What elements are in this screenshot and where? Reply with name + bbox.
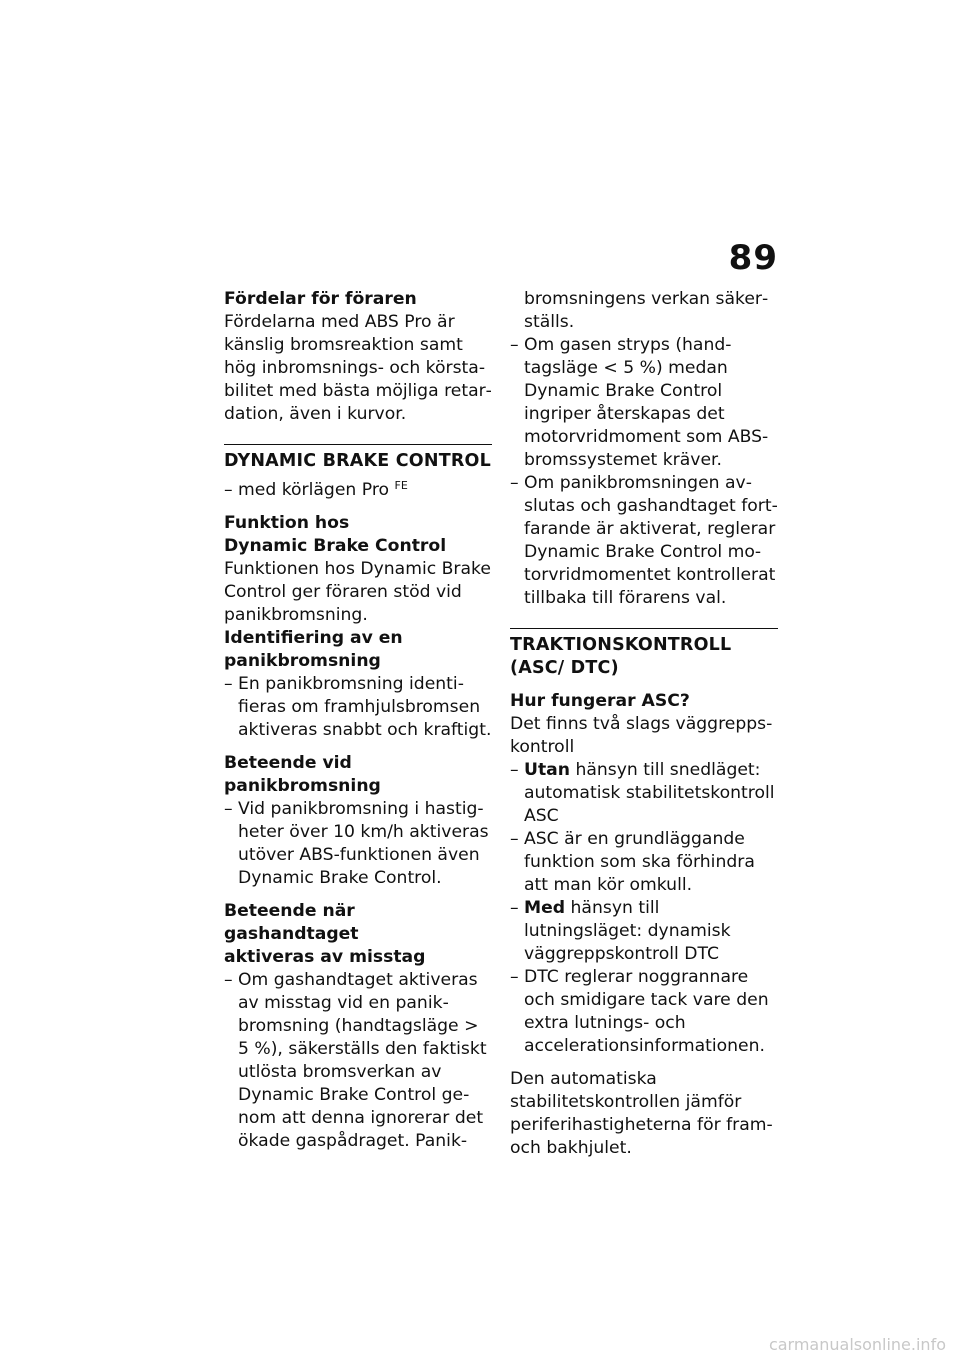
function-heading-1: Funktion hos (224, 513, 350, 533)
how-text: Det finns två slags väggreppskontroll (510, 714, 773, 757)
throttle-bullet: – Om gashandtaget aktiveras av misstag vid en panikbromsning (handtagsläge > 5 %), säkerställs den faktiskt utlösta bromsverkan av Dynamic Brake Control genom att denna ignorerar det ökade gaspådraget. Panik- (224, 969, 492, 1153)
throttle-heading-1: Beteende när gashandtaget (224, 901, 359, 944)
final-text: Den automatiska stabilitetskontrollen jämför periferihastigheterna för fram- och bakhjulet. (510, 1069, 773, 1158)
dbc-mode (224, 479, 492, 502)
bullet-without-text: hänsyn till snedläget: automatisk stabilitetskontroll ASC (524, 760, 775, 826)
dbc-mode-sup: FE (394, 479, 408, 492)
benefits-heading: Fördelar för föraren (224, 289, 417, 309)
bullet-without-bold: Utan (524, 760, 571, 780)
bullet-dtc: – DTC reglerar noggrannare och smidigare tack vare den extra lutnings- och accelerationsinformationen. (510, 966, 778, 1058)
bullet-with (510, 897, 778, 966)
traction-heading: TRAKTIONSKONTROLL (ASC/ DTC) (510, 635, 732, 678)
function-text: Funktionen hos Dynamic Brake Control ger föraren stöd vid panikbromsning. (224, 559, 491, 625)
throttle-heading-2: aktiveras av misstag (224, 947, 426, 967)
left-column (224, 288, 492, 1153)
footer-watermark: carmanualsonline.info (768, 1335, 946, 1354)
ident-heading-1: Identifiering av en (224, 628, 403, 648)
bullet-panic-end: – Om panikbromsningen avslutas och gashandtaget fortfarande är aktiverat, reglerar Dynamic Brake Control motorvridmomentet kontrollerat tillbaka till förarens val. (510, 472, 778, 610)
dbc-heading: DYNAMIC BRAKE CONTROL (224, 451, 491, 471)
how-heading: Hur fungerar ASC? (510, 691, 690, 711)
bullet-asc: – ASC är en grundläggande funktion som ska förhindra att man kör omkull. (510, 828, 778, 897)
dbc-mode-text: med körlägen Pro (238, 480, 390, 500)
function-heading-2: Dynamic Brake Control (224, 536, 447, 556)
behavior-bullet: – Vid panikbromsning i hastigheter över 10 km/h aktiveras utöver ABS-funktionen även Dynamic Brake Control. (224, 798, 492, 890)
benefits-text: Fördelarna med ABS Pro är känslig bromsreaktion samt hög inbromsnings- och körstabilitet med bästa möjliga retardation, även i kurvor. (224, 312, 492, 424)
bullet-throttle-closed: – Om gasen stryps (handtagsläge < 5 %) medan Dynamic Brake Control ingriper återskapas det motorvridmoment som ABS-bromssystemet kräver. (510, 334, 778, 472)
bullet-without (510, 759, 778, 828)
ident-bullet: – En panikbromsning identifieras om framhjulsbromsen aktiveras snabbt och kraftigt. (224, 673, 492, 742)
bullet-with-text: hänsyn till lutningsläget: dynamisk väggreppskontroll DTC (524, 898, 731, 964)
continuation-text: bromsningens verkan säkerställs. (524, 289, 769, 332)
right-column (510, 288, 778, 1160)
ident-heading-2: panikbromsning (224, 651, 381, 671)
bullet-with-bold: Med (524, 898, 566, 918)
behavior-heading: Beteende vid panikbromsning (224, 753, 381, 796)
page-number: 89 (728, 238, 778, 278)
